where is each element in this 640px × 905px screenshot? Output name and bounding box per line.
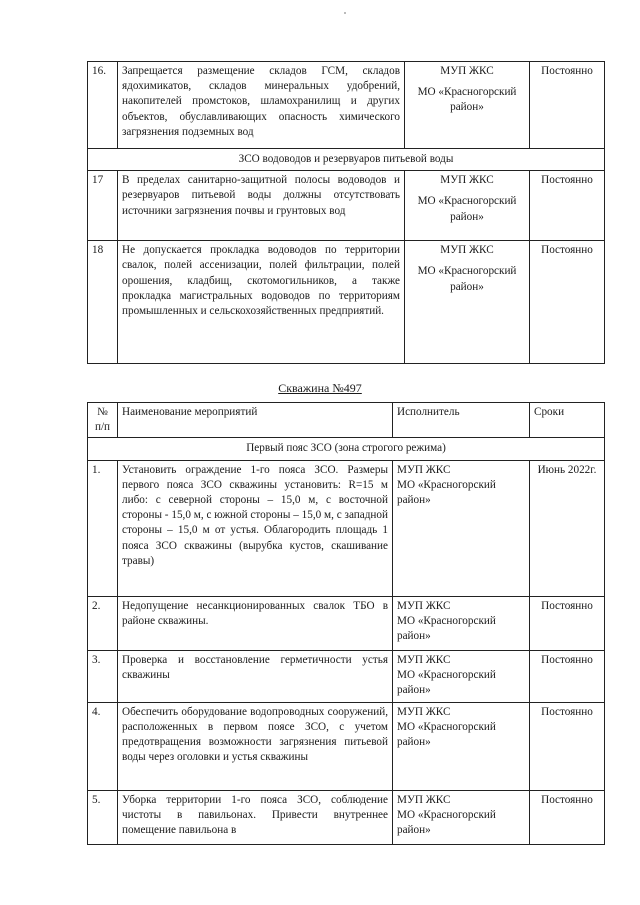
table-row bbox=[88, 460, 605, 596]
row-number: 3. bbox=[88, 650, 118, 702]
term-cell: Постоянно bbox=[530, 241, 605, 364]
term-cell: Постоянно bbox=[530, 62, 605, 149]
row-number: 18 bbox=[88, 241, 118, 364]
executor-cell bbox=[393, 460, 530, 596]
term-cell: Июнь 2022г. bbox=[530, 460, 605, 596]
executor-cell bbox=[405, 62, 530, 149]
section-title: ЗСО водоводов и резервуаров питьевой воды bbox=[88, 149, 605, 171]
measure-text: Недопущение несанкционированных свалок ТБО в районе скважины. bbox=[118, 596, 393, 650]
table-header-row bbox=[88, 403, 605, 438]
section-title: Первый пояс ЗСО (зона строгого режима) bbox=[88, 438, 605, 460]
executor-org: МУП ЖКС bbox=[397, 463, 451, 476]
executor-cell bbox=[393, 650, 530, 702]
measure-text: Проверка и восстановление герметичности устья скважины bbox=[118, 650, 393, 702]
term-cell: Постоянно bbox=[530, 171, 605, 241]
measure-text: Запрещается размещение складов ГСМ, складов ядохимикатов, складов минеральных удобрений, накопителей промстоков, шламохранилищ и других объектов, обуславливающих опасность химического загрязнения подземных вод bbox=[118, 62, 405, 149]
term-cell: Постоянно bbox=[530, 702, 605, 790]
executor-org: МУП ЖКС bbox=[440, 174, 494, 187]
table-row bbox=[88, 171, 605, 241]
measures-table-well bbox=[87, 402, 605, 845]
executor-municipality: МО «Красногорский район» bbox=[397, 808, 496, 837]
table-row bbox=[88, 702, 605, 790]
executor-org: МУП ЖКС bbox=[440, 244, 494, 257]
executor-municipality: МО «Красногорский район» bbox=[397, 478, 496, 507]
table-row bbox=[88, 241, 605, 364]
table-row bbox=[88, 62, 605, 149]
table-row bbox=[88, 596, 605, 650]
executor-cell bbox=[393, 790, 530, 844]
executor-org: МУП ЖКС bbox=[440, 65, 494, 77]
row-number: 4. bbox=[88, 702, 118, 790]
executor-cell bbox=[393, 596, 530, 650]
measures-table-top bbox=[87, 61, 605, 364]
row-number: 17 bbox=[88, 171, 118, 241]
executor-municipality: МО «Красногорский район» bbox=[417, 195, 517, 223]
measure-text: Обеспечить оборудование водопроводных сооружений, расположенных в первом поясе ЗСО, с учетом предотвращения возможности загрязнения питьевой воды через оголовки и устья скважины bbox=[118, 702, 393, 790]
executor-org: МУП ЖКС bbox=[397, 653, 451, 666]
scan-speck bbox=[344, 12, 346, 14]
executor-municipality: МО «Красногорский район» bbox=[397, 668, 496, 697]
row-number: 1. bbox=[88, 460, 118, 596]
executor-cell bbox=[405, 241, 530, 364]
row-number: 2. bbox=[88, 596, 118, 650]
executor-org: МУП ЖКС bbox=[397, 599, 451, 612]
executor-cell bbox=[393, 702, 530, 790]
header-term: Сроки bbox=[530, 403, 605, 438]
executor-municipality: МО «Красногорский район» bbox=[417, 265, 517, 293]
executor-municipality: МО «Красногорский район» bbox=[397, 614, 496, 643]
measure-text: Уборка территории 1-го пояса ЗСО, соблюдение чистоты в павильонах. Привести внутреннее помещение павильона в bbox=[118, 790, 393, 844]
executor-org: МУП ЖКС bbox=[397, 793, 451, 806]
row-number: 5. bbox=[88, 790, 118, 844]
measure-text: Не допускается прокладка водоводов по территории свалок, полей ассенизации, полей фильтрации, полей орошения, кладбищ, скотомогильников, а также прокладка магистральных водоводов по территориям промышленных и сельскохозяйственных предприятий. bbox=[118, 241, 405, 364]
term-cell: Постоянно bbox=[530, 596, 605, 650]
well-caption: Скважина №497 bbox=[278, 381, 362, 395]
executor-org: МУП ЖКС bbox=[397, 705, 451, 718]
executor-cell bbox=[405, 171, 530, 241]
measure-text: Установить ограждение 1-го пояса ЗСО. Размеры первого пояса ЗСО скважины установить: R=15 м либо: с северной стороны – 15,0 м, с восточной стороны - 15,0 м, с южной стороны – 15,0 м, с западной стороны – 15,0 м от устья. Облагородить площадь 1 пояса ЗСО скважины (вырубка кустов, скашивание травы) bbox=[118, 460, 393, 596]
header-name: Наименование мероприятий bbox=[118, 403, 393, 438]
section-row bbox=[88, 438, 605, 460]
measure-text: В пределах санитарно-защитной полосы водоводов и резервуаров питьевой воды должны отсутствовать источники загрязнения почвы и грунтовых вод bbox=[118, 171, 405, 241]
header-executor: Исполнитель bbox=[393, 403, 530, 438]
table-row bbox=[88, 650, 605, 702]
section-row bbox=[88, 149, 605, 171]
header-number: № п/п bbox=[88, 403, 118, 438]
table-row bbox=[88, 790, 605, 844]
term-cell: Постоянно bbox=[530, 650, 605, 702]
term-cell: Постоянно bbox=[530, 790, 605, 844]
executor-municipality: МО «Красногорский район» bbox=[397, 720, 496, 749]
executor-municipality: МО «Красногорский район» bbox=[417, 86, 517, 114]
row-number: 16. bbox=[88, 62, 118, 149]
